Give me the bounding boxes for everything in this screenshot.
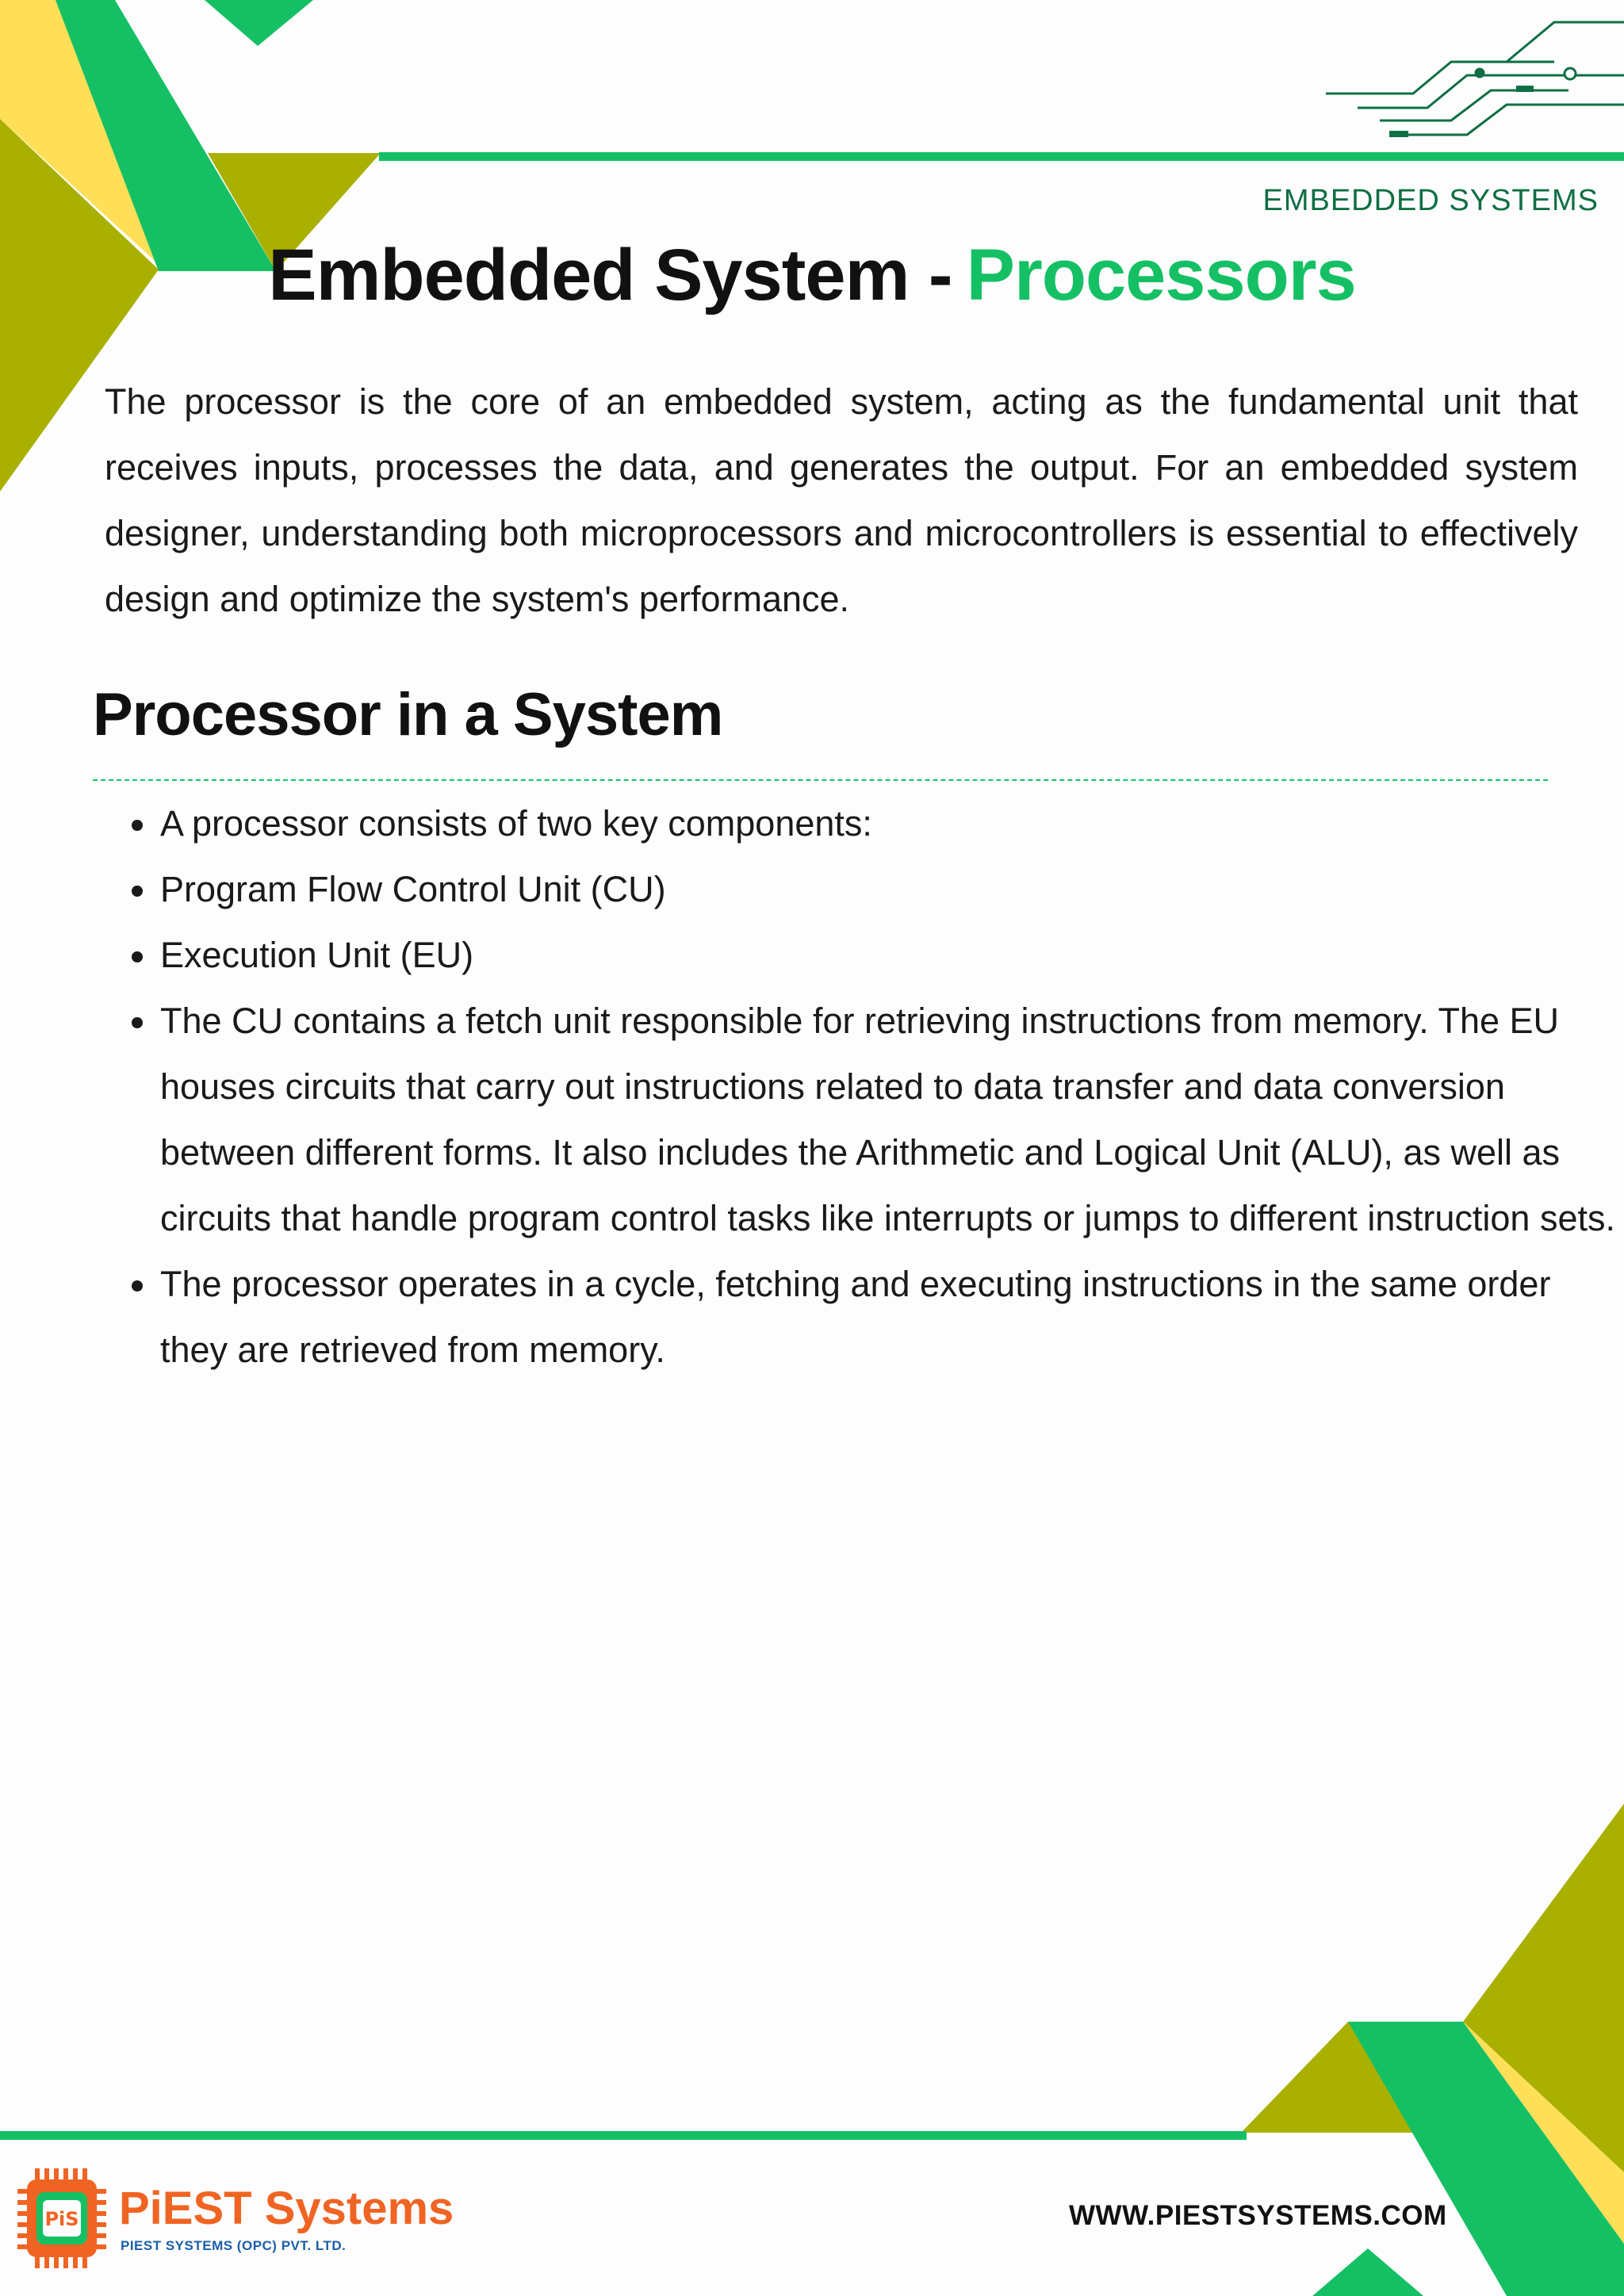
website-link[interactable]: WWW.PIESTSYSTEMS.COM (1069, 2200, 1447, 2231)
page-title (0, 234, 1624, 317)
list-item: • Execution Unit (EU) (159, 922, 1618, 988)
circuit-traces-icon (1326, 22, 1624, 137)
chip-logo-icon (17, 2168, 106, 2268)
category-label: EMBEDDED SYSTEMS (1262, 184, 1599, 217)
section-heading: Processor in a System (93, 681, 723, 748)
page-title-accent: Processors (966, 235, 1356, 316)
logo-text: PiS (44, 2208, 79, 2230)
intro-paragraph: The processor is the core of an embedded system, acting as the fundamental unit that receives inputs, processes the data, and generates the output. For an embedded system designer, understanding both microprocessors and microcontrollers is essential to effectively design and optimize the system's performance. (105, 381, 1578, 619)
bullet-list (111, 790, 1618, 1383)
section-divider (93, 779, 1548, 781)
brand-subtitle: PIEST SYSTEMS (OPC) PVT. LTD. (121, 2238, 347, 2253)
bottom-small-green-triangle (1312, 2248, 1423, 2296)
footer-rule (0, 2131, 1247, 2140)
page-title-main: Embedded System - (268, 235, 952, 316)
list-item: • The CU contains a fetch unit responsible for retrieving instructions from memory. The EU houses circuits that carry out instructions related to data transfer and data conversion between different forms. It also includes the Arithmetic and Logical Unit (ALU), as well as circuits that handle program control tasks like interrupts or jumps to different instruction sets. (159, 988, 1618, 1251)
list-item: • Program Flow Control Unit (CU) (159, 856, 1618, 922)
list-item: • A processor consists of two key components: (159, 790, 1618, 856)
list-item: • The processor operates in a cycle, fetching and executing instructions in the same order they are retrieved from memory. (159, 1251, 1618, 1383)
brand-name: PiEST Systems (119, 2183, 454, 2234)
header-rule (379, 152, 1624, 161)
top-small-green-triangle (205, 0, 313, 46)
